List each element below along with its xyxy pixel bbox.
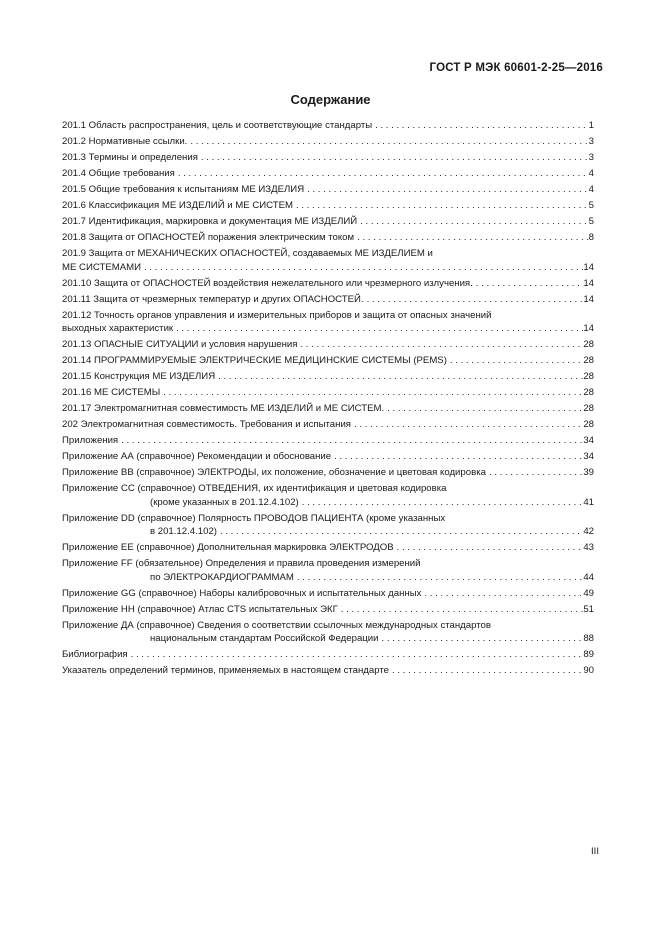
toc-entry-text: Приложение НН (справочное) Атлас CTS испытательных ЭКГ xyxy=(62,603,338,615)
toc-entry-text: в 201.12.4.102) xyxy=(150,526,217,537)
toc-entry-text: по ЭЛЕКТРОКАРДИОГРАММАМ xyxy=(150,571,294,583)
toc-entry-text: Приложение FF (обязательное) Определения и правила проведения измерений xyxy=(62,558,421,569)
toc-entry-line xyxy=(62,354,594,368)
toc-entry xyxy=(62,293,594,307)
toc-page-number: 28 xyxy=(583,371,594,382)
toc-entry-line xyxy=(62,541,594,555)
toc-dot-leader xyxy=(389,664,583,678)
toc-entry-line xyxy=(62,261,594,275)
toc-dot-leader xyxy=(299,496,584,510)
toc-entry-text: 201.8 Защита от ОПАСНОСТЕЙ поражения электрическим током xyxy=(62,232,355,243)
toc-entry xyxy=(62,370,594,384)
toc-page-number: 14 xyxy=(583,293,594,305)
toc-entry xyxy=(62,434,594,448)
toc-entry-text: 201.17 Электромагнитная совместимость МЕ ИЗДЕЛИЙ и МЕ СИСТЕМ. xyxy=(62,403,385,414)
toc-entry xyxy=(62,338,594,352)
toc-entry-line xyxy=(62,135,594,149)
toc-entry-text: 201.9 Защита от МЕХАНИЧЕСКИХ ОПАСНОСТЕЙ, создаваемых МЕ ИЗДЕЛИЕМ и xyxy=(62,248,433,259)
toc-dot-leader xyxy=(187,135,588,149)
toc-page-number: 90 xyxy=(583,665,594,676)
toc-page-number: 28 xyxy=(583,387,594,398)
toc-page-number: 28 xyxy=(583,339,594,350)
toc-page-number: 4 xyxy=(588,168,594,179)
toc-entry-line xyxy=(62,199,594,213)
toc-entry xyxy=(62,402,594,416)
toc-entry-line xyxy=(62,648,594,662)
toc-dot-leader xyxy=(215,370,583,384)
toc-entry xyxy=(62,354,594,368)
toc-entry-line xyxy=(62,119,594,133)
toc-dot-leader xyxy=(394,541,584,555)
toc-entry-text: Приложение ДА (справочное) Сведения о соответствии ссылочных международных стандартов xyxy=(62,619,491,631)
toc-entry-line xyxy=(62,151,594,165)
toc-entry-text: национальным стандартам Российской Федерации xyxy=(150,633,379,644)
toc-dot-leader xyxy=(198,151,589,165)
toc-page-number: 14 xyxy=(583,323,594,334)
page-title: Содержание xyxy=(290,92,371,107)
toc-dot-leader xyxy=(379,632,584,646)
toc-page-number: 39 xyxy=(583,467,594,478)
toc-entry xyxy=(62,277,594,291)
toc-dot-leader xyxy=(128,648,584,662)
toc-entry xyxy=(62,386,594,400)
toc-entry-line xyxy=(62,183,594,197)
toc-dot-leader xyxy=(293,199,589,213)
toc-dot-leader xyxy=(486,466,583,480)
toc-entry xyxy=(62,418,594,432)
toc-entry-line xyxy=(62,632,594,646)
toc-dot-leader xyxy=(160,386,583,400)
toc-dot-leader xyxy=(421,587,583,601)
toc-entry-text: МЕ СИСТЕМАМИ xyxy=(62,261,142,273)
toc-page-number: 34 xyxy=(583,435,594,446)
toc-page-number: 43 xyxy=(583,542,594,553)
toc-entry-line xyxy=(62,525,594,539)
toc-entry-line xyxy=(62,370,594,384)
toc-entry-text: 201.7 Идентификация, маркировка и документация МЕ ИЗДЕЛИЙ xyxy=(62,216,358,227)
toc-page-number: 88 xyxy=(583,633,594,644)
toc-entry xyxy=(62,119,594,133)
toc-entry-text: 201.5 Общие требования к испытаниям МЕ ИЗДЕЛИЯ xyxy=(62,184,305,195)
toc-entry-line xyxy=(62,466,594,480)
toc-page-number: 28 xyxy=(583,355,594,366)
toc-entry xyxy=(62,541,594,555)
toc-page-number: 8 xyxy=(588,232,594,243)
toc-entry-line xyxy=(62,309,594,323)
toc-entry-text: 201.4 Общие требования xyxy=(62,168,175,179)
toc-dot-leader xyxy=(141,261,583,275)
toc-dot-leader xyxy=(357,215,588,229)
toc-dot-leader xyxy=(175,167,589,181)
toc-page-number: 51 xyxy=(583,603,594,615)
toc-entry-line xyxy=(62,167,594,181)
toc-entry-line xyxy=(62,587,594,601)
toc-entry-text: 201.16 МЕ СИСТЕМЫ xyxy=(62,387,161,398)
toc-entry-text: выходных характеристик xyxy=(62,323,174,334)
table-of-contents xyxy=(62,119,594,680)
toc-entry-text: Библиография xyxy=(62,649,128,660)
toc-page-number: 28 xyxy=(583,419,594,430)
toc-dot-leader xyxy=(338,603,584,617)
toc-page-number: 14 xyxy=(583,261,594,273)
toc-page-number: 42 xyxy=(583,526,594,537)
toc-entry xyxy=(62,135,594,149)
toc-entry-line xyxy=(62,434,594,448)
toc-entry-line xyxy=(62,338,594,352)
toc-entry xyxy=(62,215,594,229)
toc-dot-leader xyxy=(384,402,583,416)
toc-dot-leader xyxy=(294,571,583,585)
toc-entry xyxy=(62,603,594,617)
toc-entry xyxy=(62,587,594,601)
toc-entry-line xyxy=(62,496,594,510)
toc-entry xyxy=(62,648,594,662)
toc-entry xyxy=(62,167,594,181)
toc-dot-leader xyxy=(473,277,584,291)
toc-entry-text: 201.12 Точность органов управления и измерительных приборов и защита от опасных значений xyxy=(62,309,492,321)
toc-entry-text: 201.14 ПРОГРАММИРУЕМЫЕ ЭЛЕКТРИЧЕСКИЕ МЕДИЦИНСКИЕ СИСТЕМЫ (PEMS) xyxy=(62,355,447,366)
toc-entry-text: (кроме указанных в 201.12.4.102) xyxy=(150,496,299,508)
toc-dot-leader xyxy=(354,231,589,245)
toc-entry-text: Приложение GG (справочное) Наборы калибровочных и испытательных данных xyxy=(62,587,422,599)
toc-entry-line xyxy=(62,247,594,261)
toc-entry-line xyxy=(62,450,594,464)
toc-entry-line xyxy=(62,664,594,678)
toc-entry-text: 202 Электромагнитная совместимость. Требования и испытания xyxy=(62,419,351,430)
toc-dot-leader xyxy=(118,434,583,448)
toc-page-number: 5 xyxy=(588,200,594,211)
toc-entry-line xyxy=(62,557,594,571)
toc-dot-leader xyxy=(304,183,589,197)
toc-entry xyxy=(62,247,594,274)
toc-entry xyxy=(62,231,594,245)
toc-entry-text: Приложение ЕЕ (справочное) Дополнительная маркировка ЭЛЕКТРОДОВ xyxy=(62,542,394,553)
toc-page-number: 4 xyxy=(588,184,594,195)
toc-entry-line xyxy=(62,322,594,336)
toc-page-number: 34 xyxy=(583,451,594,462)
toc-entry-line xyxy=(62,482,594,496)
toc-entry-text: 201.10 Защита от ОПАСНОСТЕЙ воздействия нежелательного или чрезмерного излучения. xyxy=(62,277,473,289)
toc-page-number: 14 xyxy=(583,277,594,289)
toc-entry-line xyxy=(62,512,594,526)
toc-entry-line xyxy=(62,603,594,617)
toc-entry-text: Приложение ВВ (справочное) ЭЛЕКТРОДЫ, их положение, обозначение и цветовая кодировка xyxy=(62,467,486,478)
toc-entry-line xyxy=(62,386,594,400)
document-code-header: ГОСТ Р МЭК 60601-2-25—2016 xyxy=(429,62,603,74)
toc-page-number: 44 xyxy=(583,571,594,583)
toc-dot-leader xyxy=(217,525,583,539)
toc-entry xyxy=(62,450,594,464)
toc-entry-text: 201.6 Классификация МЕ ИЗДЕЛИЙ и МЕ СИСТЕМ xyxy=(62,200,294,211)
toc-entry-line xyxy=(62,619,594,633)
toc-entry-text: Приложение DD (справочное) Полярность ПРОВОДОВ ПАЦИЕНТА (кроме указанных xyxy=(62,512,446,524)
toc-entry-text: 201.1 Область распространения, цель и соответствующие стандарты xyxy=(62,120,373,131)
toc-page-number: 3 xyxy=(588,136,594,147)
toc-entry-text: Приложение АА (справочное) Рекомендации и обоснование xyxy=(62,451,332,462)
toc-page-number: 41 xyxy=(583,496,594,508)
toc-page-number: 3 xyxy=(588,152,594,163)
page-number-folio: III xyxy=(591,846,599,857)
toc-entry xyxy=(62,199,594,213)
toc-entry xyxy=(62,557,594,584)
toc-entry xyxy=(62,183,594,197)
toc-entry-text: 201.2 Нормативные ссылки. xyxy=(62,136,188,147)
toc-entry-line xyxy=(62,571,594,585)
toc-page-number: 89 xyxy=(583,649,594,660)
toc-entry-text: 201.13 ОПАСНЫЕ СИТУАЦИИ и условия нарушения xyxy=(62,339,298,350)
toc-entry xyxy=(62,619,594,646)
toc-entry-text: Приложение СС (справочное) ОТВЕДЕНИЯ, их идентификация и цветовая кодировка xyxy=(62,483,447,494)
toc-entry-line xyxy=(62,215,594,229)
toc-entry-text: Указатель определений терминов, применяемых в настоящем стандарте xyxy=(62,665,389,676)
toc-dot-leader xyxy=(297,338,583,352)
toc-page-number: 1 xyxy=(588,120,594,131)
toc-entry-text: 201.11 Защита от чрезмерных температур и других ОПАСНОСТЕЙ. xyxy=(62,293,364,305)
toc-dot-leader xyxy=(351,418,583,432)
toc-entry xyxy=(62,466,594,480)
toc-entry-text: 201.3 Термины и определения xyxy=(62,152,198,163)
toc-page-number: 49 xyxy=(583,587,594,599)
toc-entry-text: 201.15 Конструкция МЕ ИЗДЕЛИЯ xyxy=(62,371,216,382)
toc-page-number: 28 xyxy=(583,403,594,414)
toc-entry xyxy=(62,664,594,678)
toc-dot-leader xyxy=(364,293,584,307)
toc-entry xyxy=(62,309,594,336)
toc-entry-line xyxy=(62,277,594,291)
toc-entry-line xyxy=(62,293,594,307)
toc-entry-line xyxy=(62,231,594,245)
toc-dot-leader xyxy=(447,354,583,368)
toc-entry xyxy=(62,512,594,539)
toc-entry-text: Приложения xyxy=(62,435,119,446)
toc-dot-leader xyxy=(173,322,583,336)
toc-dot-leader xyxy=(331,450,583,464)
toc-page-number: 5 xyxy=(588,216,594,227)
toc-entry-line xyxy=(62,402,594,416)
toc-entry xyxy=(62,482,594,509)
toc-entry xyxy=(62,151,594,165)
toc-entry-line xyxy=(62,418,594,432)
toc-dot-leader xyxy=(372,119,589,133)
